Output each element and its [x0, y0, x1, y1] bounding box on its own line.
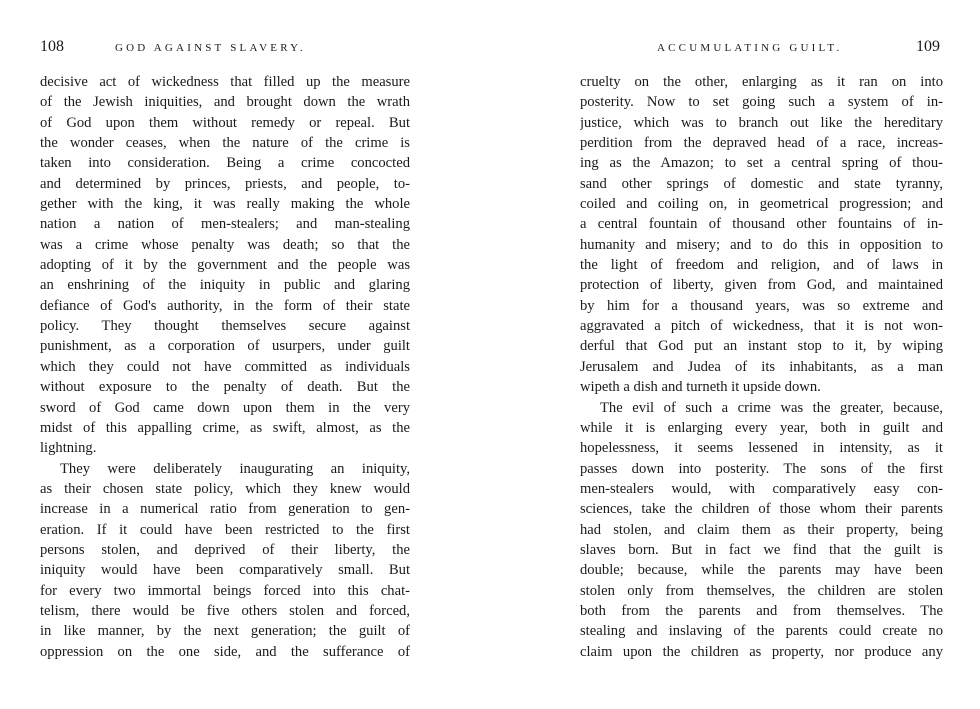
text-line: stealing and inslaving of the parents could create no	[580, 623, 943, 640]
text-line: increase in a numerical ratio from generation to gen-	[40, 501, 410, 518]
text-line: eration. If it could have been restricted to the first	[40, 521, 410, 538]
text-line: defiance of God's authority, in the form of their state	[40, 297, 410, 314]
text-line: stolen only from themselves, the children are stolen	[580, 582, 943, 599]
text-line: telism, there would be five others stolen and forced,	[40, 602, 410, 619]
text-line: lightning.	[40, 440, 97, 457]
text-line: nation a nation of men-stealers; and man-stealing	[40, 216, 410, 233]
text-line: Jerusalem and Judea of its inhabitants, as a man	[580, 358, 943, 375]
text-line: They were deliberately inaugurating an iniquity,	[60, 460, 410, 477]
left-running-head: GOD AGAINST SLAVERY.	[115, 42, 306, 54]
text-line: policy. They thought themselves secure against	[40, 318, 410, 335]
text-line: both from the parents and from themselves. The	[580, 602, 943, 619]
text-line: double; because, while the parents may have been	[580, 562, 943, 579]
text-line: derful that God put an instant stop to it, by wiping	[580, 338, 943, 355]
text-line: iniquity would have been comparatively small. But	[40, 562, 410, 579]
right-running-head: ACCUMULATING GUILT.	[657, 42, 843, 54]
text-line: protection of liberty, given from God, and maintained	[580, 277, 943, 294]
text-line: an enshrining of the iniquity in public and glaring	[40, 277, 410, 294]
text-line: The evil of such a crime was the greater, because,	[600, 399, 943, 416]
right-page-number: 109	[916, 38, 940, 55]
right-page	[490, 0, 980, 709]
text-line: punishment, as a corporation of usurpers, under guilt	[40, 338, 410, 355]
text-line: perdition from the depraved head of a race, increas-	[580, 135, 943, 152]
text-line: of the Jewish iniquities, and brought down the wrath	[40, 94, 410, 111]
text-line: gether with the king, it was really making the whole	[40, 196, 410, 213]
text-line: was a crime whose penalty was death; so that the	[40, 236, 410, 253]
text-line: the wonder ceases, when the nature of the crime is	[40, 135, 410, 152]
text-line: coiled and coiling on, in geometrical progression; and	[580, 196, 943, 213]
text-line: justice, which was to branch out like the hereditary	[580, 114, 943, 131]
text-line: oppression on the one side, and the sufferance of	[40, 643, 410, 660]
text-line: sand other springs of domestic and state tyranny,	[580, 175, 943, 192]
text-line: ing as the Amazon; to set a central spring of thou-	[580, 155, 943, 172]
text-line: of God upon them without remedy or repeal. But	[40, 114, 410, 131]
text-line: by him for a thousand years, was so extreme and	[580, 297, 943, 314]
right-body-text	[580, 72, 943, 662]
text-line: a central fountain of thousand other fountains of in-	[580, 216, 943, 233]
text-line: slaves born. But in fact we find that the guilt is	[580, 541, 943, 558]
text-line: cruelty on the other, enlarging as it ran on into	[580, 74, 943, 90]
text-line: had stolen, and claim them as their property, being	[580, 521, 943, 538]
left-page-number: 108	[40, 38, 64, 55]
text-line: without exposure to the penalty of death. But the	[40, 379, 410, 396]
text-line: persons stolen, and deprived of their liberty, the	[40, 541, 410, 558]
text-line: passes down into posterity. The sons of the first	[580, 460, 943, 477]
text-line: the light of freedom and religion, and of laws in	[580, 257, 943, 274]
text-line: hopelessness, it seems lessened in intensity, as it	[580, 440, 943, 457]
text-line: while it is enlarging every year, both in guilt and	[580, 419, 943, 436]
text-line: in like manner, by the next generation; the guilt of	[40, 623, 410, 640]
text-line: taken into consideration. Being a crime concocted	[40, 155, 410, 172]
text-line: midst of this appalling crime, as swift, almost, as the	[40, 419, 410, 436]
text-line: wipeth a dish and turneth it upside down.	[580, 379, 821, 396]
text-line: men-stealers would, with comparatively easy con-	[580, 480, 943, 497]
text-line: for every two immortal beings forced into this chat-	[40, 582, 410, 599]
text-line: decisive act of wickedness that filled up the measure	[40, 74, 410, 90]
text-line: sword of God came down upon them in the very	[40, 399, 410, 416]
text-line: humanity and misery; and to do this in opposition to	[580, 236, 943, 253]
text-line: sciences, take the children of those whom their parents	[580, 501, 943, 518]
left-body-text	[40, 72, 410, 662]
text-line: adopting of it by the government and the people was	[40, 257, 410, 274]
text-line: which they could not have committed as individuals	[40, 358, 410, 375]
text-line: aggravated a pitch of wickedness, that it is not won-	[580, 318, 943, 335]
text-line: claim upon the children as property, nor produce any	[580, 643, 943, 660]
text-line: and determined by princes, priests, and people, to-	[40, 175, 410, 192]
text-line: posterity. Now to set going such a system of in-	[580, 94, 943, 111]
text-line: as their chosen state policy, which they knew would	[40, 480, 410, 497]
